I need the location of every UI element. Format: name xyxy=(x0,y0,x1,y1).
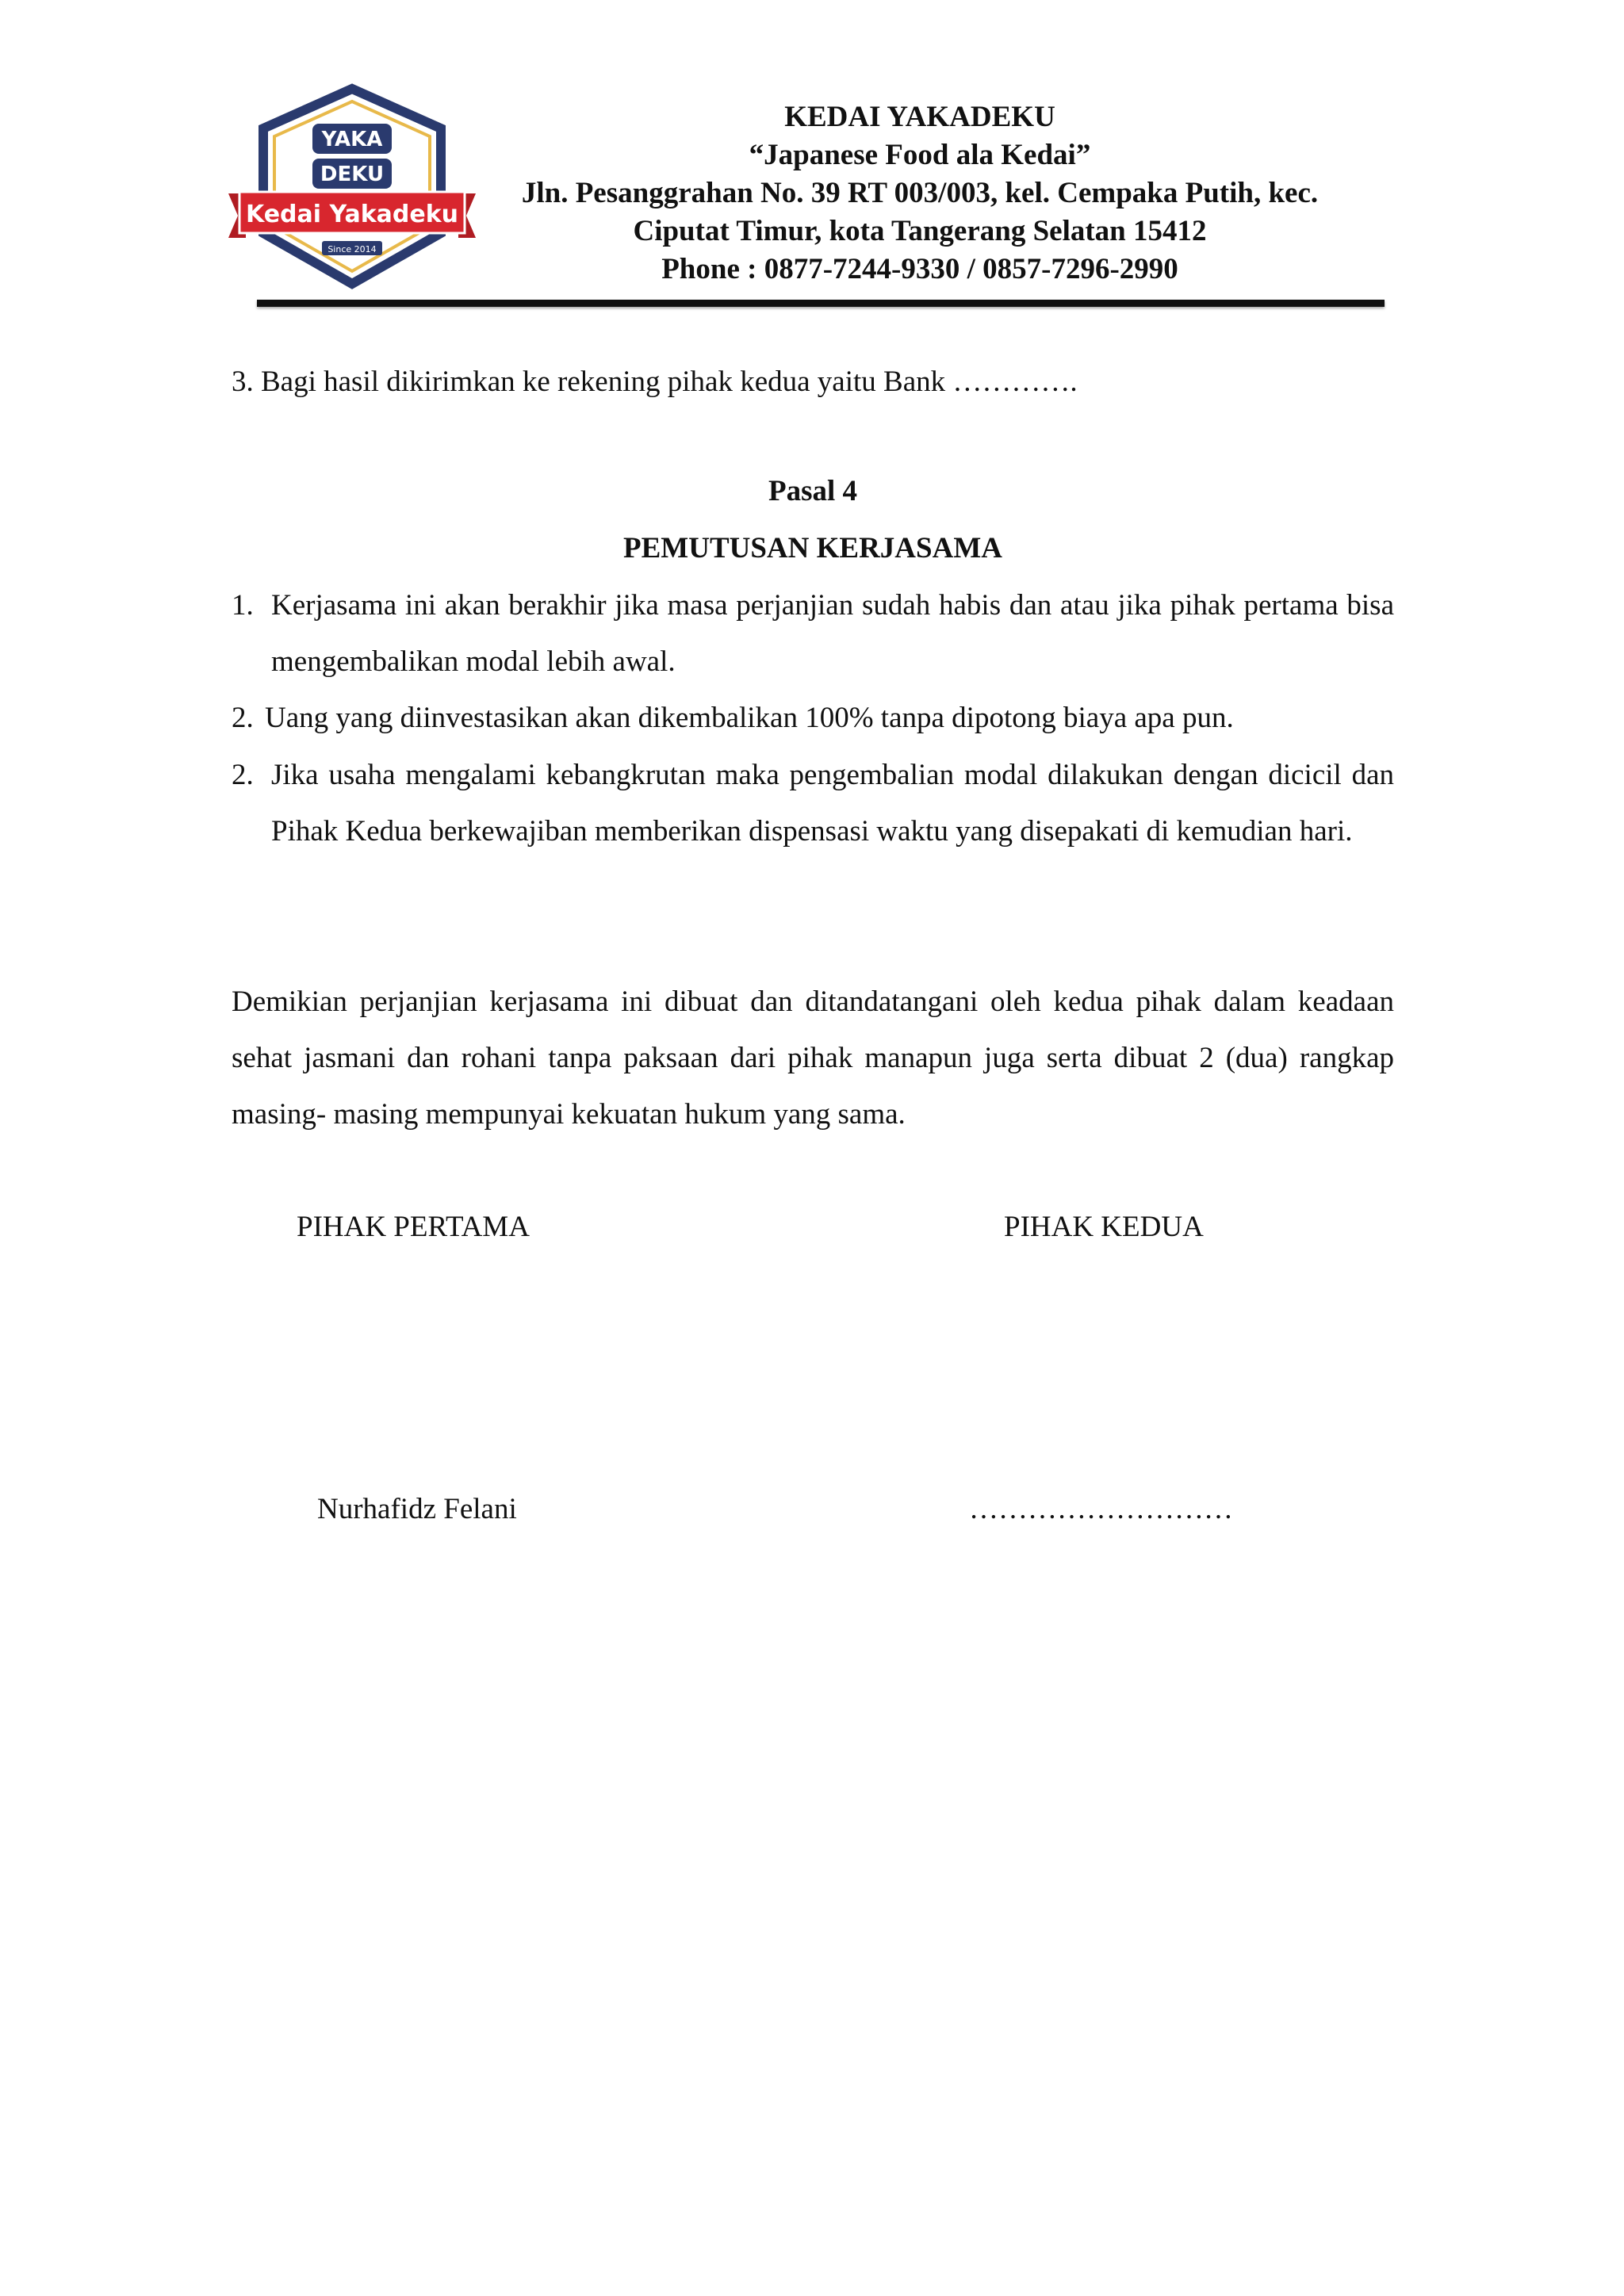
company-name: KEDAI YAKADEKU xyxy=(784,101,1055,133)
party-1-name: Nurhafidz Felani xyxy=(317,1493,517,1525)
company-phone: Phone : 0877-7244-9330 / 0857-7296-2990 xyxy=(661,253,1178,285)
party-2-name: ……………………… xyxy=(969,1493,1233,1525)
list-item-number: 1. xyxy=(232,589,254,622)
kedai-yakadeku-logo xyxy=(228,82,476,290)
company-tagline: “Japanese Food ala Kedai” xyxy=(749,139,1091,171)
pasal-subtitle: PEMUTUSAN KERJASAMA xyxy=(623,532,1002,564)
party-2-label: PIHAK KEDUA xyxy=(1004,1211,1204,1243)
letterhead-divider xyxy=(257,300,1385,307)
list-item xyxy=(232,577,1394,690)
list-item xyxy=(232,690,1394,746)
previous-item-3: 3. Bagi hasil dikirimkan ke rekening pihak kedua yaitu Bank …………. xyxy=(232,365,1078,398)
logo-banner-text: Kedai Yakadeku xyxy=(245,201,459,228)
logo-yaka-text: YAKA xyxy=(321,128,383,151)
list-item-text: Uang yang diinvestasikan akan dikembalikan 100% tanpa dipotong biaya apa pun. xyxy=(265,702,1234,734)
logo-deku-text: DEKU xyxy=(320,163,385,186)
list-item xyxy=(232,747,1394,859)
letterhead xyxy=(444,98,1396,289)
list-item-number: 2. xyxy=(232,759,254,791)
list-item-number: 2. xyxy=(232,702,254,734)
logo-since-text: Since 2014 xyxy=(327,244,377,254)
list-item-text: Kerjasama ini akan berakhir jika masa perjanjian sudah habis dan atau jika pihak pertama bisa mengembalikan modal lebih awal. xyxy=(271,589,1394,678)
party-1-label: PIHAK PERTAMA xyxy=(297,1211,530,1243)
company-address-line-1: Jln. Pesanggrahan No. 39 RT 003/003, kel. Cempaka Putih, kec. xyxy=(521,177,1319,209)
pasal-title: Pasal 4 xyxy=(768,475,858,507)
list-item-text: Jika usaha mengalami kebangkrutan maka pengembalian modal dilakukan dengan dicicil dan Pihak Kedua berkewajiban memberikan dispensasi waktu yang disepakati di kemudian hari. xyxy=(271,759,1394,848)
closing-paragraph: Demikian perjanjian kerjasama ini dibuat dan ditandatangani oleh kedua pihak dalam keadaan sehat jasmani dan rohani tanpa paksaan dari pihak manapun juga serta dibuat 2 (dua) rangkap masing- masing mempunyai kekuatan hukum yang sama. xyxy=(232,985,1394,1131)
company-address-line-2: Ciputat Timur, kota Tangerang Selatan 15412 xyxy=(633,215,1207,247)
